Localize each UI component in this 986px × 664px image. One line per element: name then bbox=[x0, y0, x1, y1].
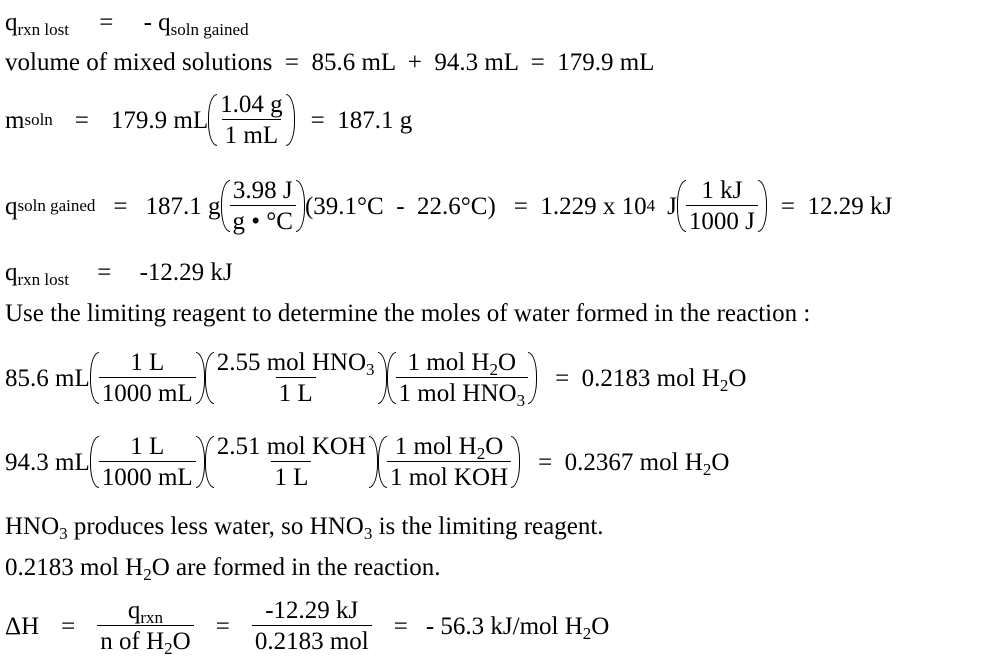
paren-group bbox=[387, 349, 538, 410]
paren-group bbox=[90, 350, 205, 406]
paren-group bbox=[378, 434, 520, 490]
moles-formed-statement: 0.2183 mol $H_2O$ are formed in the reaction. bbox=[5, 554, 441, 584]
paren-group bbox=[205, 434, 378, 490]
equation-q-rxn-lost bbox=[5, 9, 249, 39]
numerator: 1 mol $H_2O$ bbox=[394, 433, 504, 463]
mole-ratio-fraction bbox=[387, 434, 511, 490]
numerator: $q_{rxn}$ bbox=[127, 597, 164, 627]
subscript: soln gained bbox=[170, 19, 249, 39]
value: 187.1 g bbox=[145, 192, 221, 220]
liter-conversion-fraction bbox=[99, 434, 196, 490]
instruction-line: Use the limiting reagent to determine the moles of water formed in the reaction : bbox=[5, 300, 811, 327]
denominator: 1000 mL bbox=[99, 461, 196, 490]
equals-sign: = bbox=[74, 106, 89, 134]
equals-sign: = bbox=[215, 612, 230, 640]
koh-calculation bbox=[5, 434, 729, 490]
symbol-q: q bbox=[5, 9, 18, 36]
equals-sign: = bbox=[61, 612, 76, 640]
paren-group bbox=[221, 178, 305, 234]
mole-ratio-fraction bbox=[396, 349, 529, 410]
subscript: rxn lost bbox=[17, 269, 69, 289]
temperature-difference: (39.1°C - 22.6°C) bbox=[304, 192, 496, 220]
denominator: 1 L bbox=[276, 377, 316, 406]
hno3-calculation bbox=[5, 349, 747, 410]
density-fraction bbox=[217, 92, 286, 148]
numerator: 2.51 mol KOH bbox=[216, 433, 366, 460]
liter-conversion-fraction bbox=[99, 350, 196, 406]
subscript: rxn lost bbox=[17, 19, 69, 39]
value: 179.9 mL bbox=[110, 106, 209, 134]
unit: J bbox=[667, 192, 677, 220]
value: 94.3 mL bbox=[5, 448, 90, 476]
result: = 0.2183 mol $H_2O$ bbox=[555, 364, 747, 395]
equals-sign: = bbox=[99, 9, 114, 36]
molarity-fraction bbox=[214, 350, 378, 406]
numerator: 1 L bbox=[130, 349, 165, 376]
kj-conversion-fraction bbox=[686, 178, 758, 234]
mass-solution-line: m soln = 179.9 mL $\frac{1.04 g}{1 mL}$ = 187.1 g bbox=[5, 91, 413, 149]
result: = 0.2367 mol $H_2O$ bbox=[538, 448, 730, 479]
equals-sign: = bbox=[113, 192, 128, 220]
symbol-q: q bbox=[5, 259, 18, 286]
paren-group bbox=[677, 178, 767, 234]
paren-group bbox=[208, 92, 295, 148]
result: = 12.29 kJ bbox=[780, 192, 893, 220]
denominator: 1 L bbox=[271, 461, 311, 490]
limiting-reagent-statement: $HNO_3$ produces less water, so $HNO_3$ is the limiting reagent. bbox=[5, 513, 604, 543]
result: = 187.1 g bbox=[310, 106, 413, 134]
value: -12.29 kJ bbox=[139, 259, 233, 286]
denominator: 1 mL bbox=[222, 119, 281, 148]
denominator: n of $H_2O$ bbox=[97, 625, 193, 654]
specific-heat-fraction bbox=[230, 178, 296, 234]
denominator: 1 mol KOH bbox=[387, 461, 511, 490]
denominator: 1000 J bbox=[686, 205, 758, 234]
symbol-m: m bbox=[5, 106, 25, 134]
q-over-n-fraction bbox=[97, 597, 193, 658]
numerator: 1 L bbox=[130, 433, 165, 460]
numerator: -12.29 kJ bbox=[265, 597, 359, 624]
numerator: 1.04 g bbox=[220, 91, 283, 118]
delta-h-symbol: ΔH bbox=[5, 612, 40, 640]
numerator: 3.98 J bbox=[232, 177, 293, 204]
denominator: 1 mol $HNO_3$ bbox=[396, 377, 529, 406]
numerator: 1 mol $H_2O$ bbox=[407, 349, 517, 379]
value: = 1.229 x 10 bbox=[513, 192, 647, 220]
numerator: 2.55 mol $HNO_3$ bbox=[216, 349, 375, 379]
enthalpy-calculation bbox=[5, 597, 610, 658]
equals-sign: = bbox=[97, 259, 112, 286]
symbol-neg-q: - q bbox=[143, 9, 171, 36]
molarity-fraction bbox=[214, 434, 369, 490]
result: - 56.3 kJ/mol $H_2O$ bbox=[425, 612, 610, 643]
denominator: 1000 mL bbox=[99, 377, 196, 406]
denominator: g • °C bbox=[230, 205, 296, 234]
values-fraction bbox=[252, 598, 372, 654]
volume-line: volume of mixed solutions = 85.6 mL + 94.3 mL = 179.9 mL bbox=[5, 49, 655, 76]
paren-group bbox=[90, 434, 205, 490]
symbol-q: q bbox=[5, 192, 18, 220]
equals-sign: = bbox=[393, 612, 408, 640]
numerator: 1 kJ bbox=[701, 177, 743, 204]
value: 85.6 mL bbox=[5, 364, 90, 392]
q-rxn-lost-value bbox=[5, 259, 233, 289]
denominator: 0.2183 mol bbox=[252, 625, 372, 654]
paren-group bbox=[205, 350, 387, 406]
q-soln-gained-line: q soln gained = 187.1 g $\frac{3.98 J}{g • ^\circ C}$ (39.1°C - 22.6°C) = 1.229 x 10 4 J $\frac{1 kJ}{1000 J}$ = 12.29 kJ bbox=[5, 177, 893, 235]
